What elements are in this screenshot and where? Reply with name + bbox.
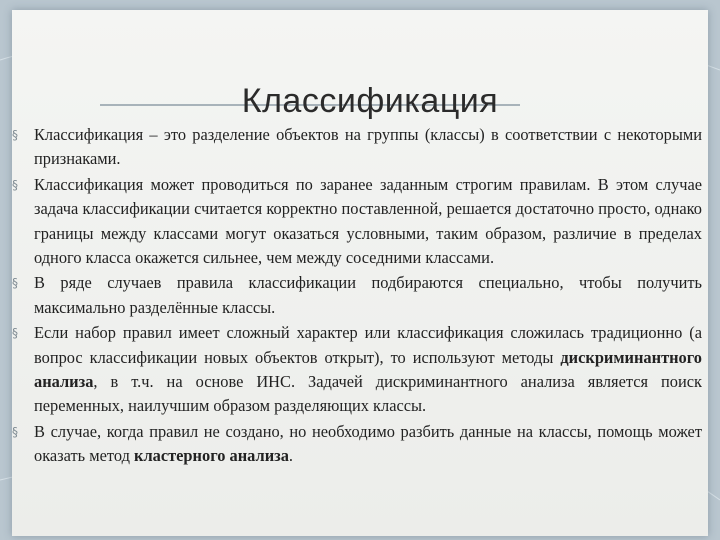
bullet-item: [12, 321, 702, 419]
bullet-item: [12, 123, 702, 172]
bullet-text: В случае, когда правил не создано, но необходимо разбить данные на классы, помощь может оказать метод: [34, 421, 702, 466]
section-sign-icon: §: [12, 326, 18, 341]
bullet-text: Если набор правил имеет сложный характер или классификация сложилась традиционно (а вопрос классификации новых объектов открыт), то используют методы: [34, 323, 702, 367]
bullet-item: [12, 271, 702, 320]
term-discriminant-analysis: дискриминантного анализа: [34, 347, 702, 392]
bullet-text: В ряде случаев правила классификации подбираются специально, чтобы получить максимально разделённые классы.: [34, 273, 702, 317]
section-sign-icon: §: [12, 177, 18, 192]
bullet-item: [12, 173, 702, 271]
section-sign-icon: §: [12, 276, 18, 291]
bullet-list: [12, 123, 702, 470]
bullet-item: [12, 420, 702, 469]
bullet-text: Классификация может проводиться по заранее заданным строгим правилам. В этом случае задача классификации считается корректно поставленной, решается достаточно просто, однако границы между классами могут оказаться условными, таким образом, различие в пределах одного класса окажется сильнее, чем между соседними классами.: [34, 174, 702, 268]
section-sign-icon: §: [12, 128, 18, 142]
section-sign-icon: §: [12, 424, 18, 439]
bullet-text-after: .: [288, 446, 294, 466]
bullet-text-after: , в т.ч. на основе ИНС. Задачей дискриминантного анализа является поиск переменных, наилучшим образом разделяющих классы.: [34, 372, 702, 416]
bullet-text: Классификация – это разделение объектов на группы (классы) в соответствии с некоторыми признаками.: [34, 125, 702, 169]
slide-title: Классификация: [241, 82, 499, 120]
term-cluster-analysis: кластерного анализа: [134, 446, 289, 466]
